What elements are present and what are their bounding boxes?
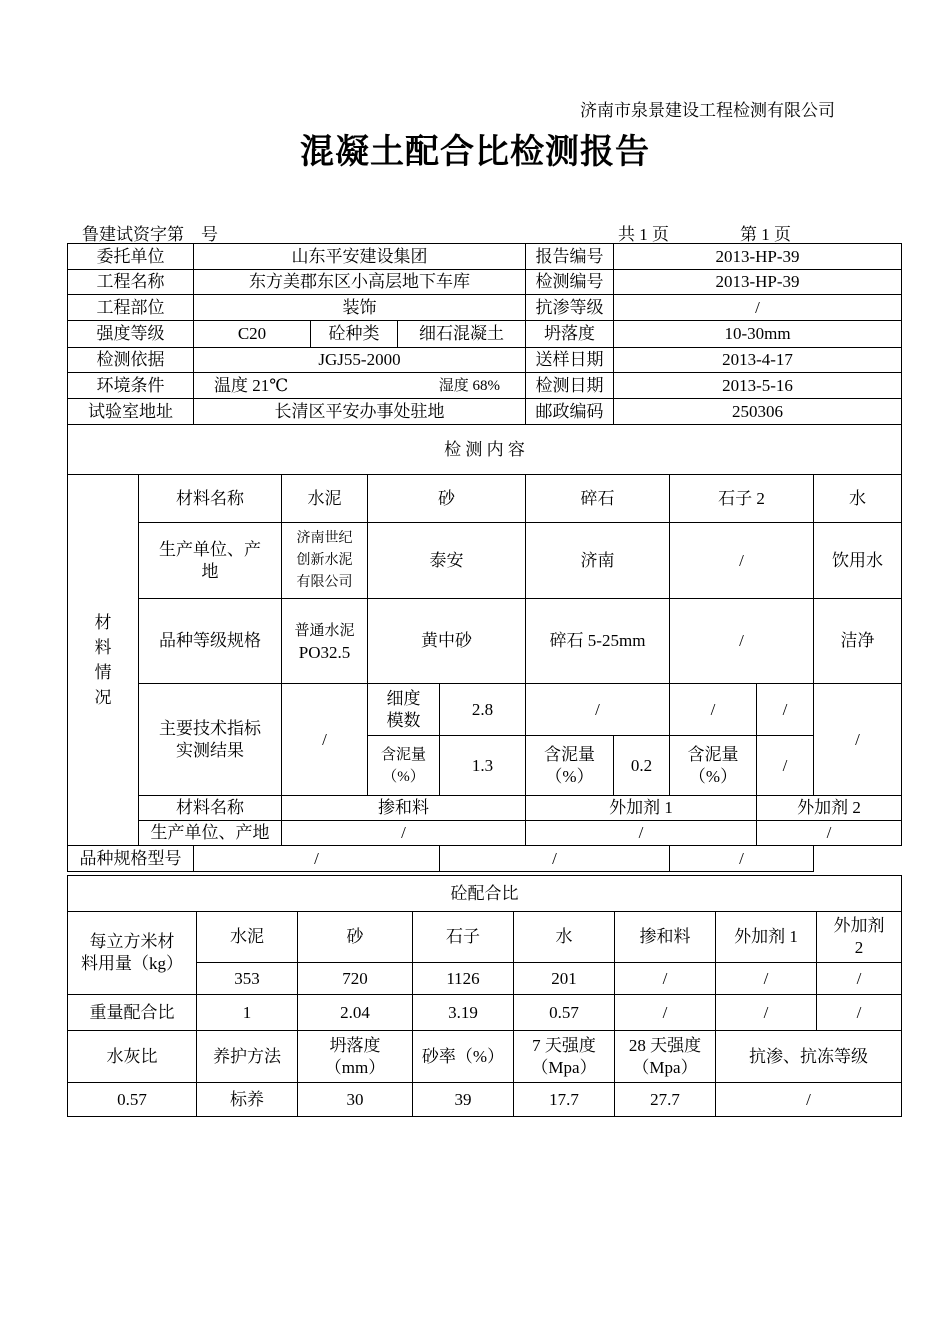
ratio-value: 2.04 (298, 995, 413, 1031)
report-title: 混凝土配合比检测报告 (300, 132, 650, 172)
result-value: 17.7 (514, 1083, 615, 1117)
project-label: 工程名称 (68, 270, 194, 295)
document-number: 鲁建试资字第 号 (82, 225, 218, 244)
basis-label: 检测依据 (68, 348, 194, 373)
sent-date-value: 2013-4-17 (614, 348, 902, 373)
cement-grade: 普通水泥 PO32.5 (282, 599, 368, 684)
material-name: 水泥 (282, 475, 368, 523)
impermeability-value: / (614, 295, 902, 321)
admix-spec-row (68, 846, 902, 872)
impermeability-label: 抗渗等级 (526, 295, 614, 321)
material-name: 砂 (368, 475, 526, 523)
grade-label: 品种等级规格 (139, 599, 282, 684)
info-row (68, 399, 902, 425)
result-value: 0.57 (68, 1083, 197, 1117)
producer-label: 生产单位、产 地 (139, 523, 282, 599)
stone2-mud-value: / (757, 736, 814, 796)
per-m3-label: 每立方米材 料用量（kg） (68, 912, 197, 995)
mix-column: 水泥 (197, 912, 298, 963)
material-name-row (68, 475, 902, 523)
admix-producer-row (68, 821, 902, 846)
env-value (194, 373, 526, 399)
result-header-row (68, 1031, 902, 1083)
stone2-tech-1a: / (670, 684, 757, 736)
stone2-tech-1b: / (757, 684, 814, 736)
gravel-mud-value: 0.2 (614, 736, 670, 796)
admix-producer: / (526, 821, 757, 846)
strength-label: 强度等级 (68, 321, 194, 348)
admix-producer-label: 生产单位、产地 (139, 821, 282, 846)
result-header: 养护方法 (197, 1031, 298, 1083)
material-name-label: 材料名称 (139, 475, 282, 523)
water-tech: / (814, 684, 902, 796)
admix-name: 掺和料 (282, 796, 526, 821)
admix-producer: / (757, 821, 902, 846)
test-no-value: 2013-HP-39 (614, 270, 902, 295)
info-row (68, 348, 902, 373)
mix-column: 砂 (298, 912, 413, 963)
ratio-value: / (817, 995, 902, 1031)
result-value: 39 (413, 1083, 514, 1117)
stone2-grade: / (670, 599, 814, 684)
cement-tech: / (282, 684, 368, 796)
per-m3-value: 1126 (413, 963, 514, 995)
mix-column: 水 (514, 912, 615, 963)
result-header: 28 天强度 （Mpa） (615, 1031, 716, 1083)
admix-name: 外加剂 1 (526, 796, 757, 821)
result-header: 坍落度 （mm） (298, 1031, 413, 1083)
tech-label: 主要技术指标 实测结果 (139, 684, 282, 796)
mix-columns-row (68, 912, 902, 963)
project-value: 东方美郡东区小高层地下车库 (194, 270, 526, 295)
admix-spec: / (670, 846, 814, 872)
info-row (68, 244, 902, 270)
tech-row-1 (68, 684, 902, 736)
result-value: 30 (298, 1083, 413, 1117)
ratio-value: 3.19 (413, 995, 514, 1031)
admix-name-row (68, 796, 902, 821)
sand-producer: 泰安 (368, 523, 526, 599)
part-value: 装饰 (194, 295, 526, 321)
page-current: 第 1 页 (740, 225, 791, 244)
result-value: / (716, 1083, 902, 1117)
content-header: 检 测 内 容 (68, 425, 902, 475)
mix-header-row (68, 876, 902, 912)
cement-producer: 济南世纪 创新水泥 有限公司 (282, 523, 368, 599)
humidity-value: 湿度 68% (438, 377, 500, 394)
admix-name: 外加剂 2 (757, 796, 902, 821)
grade-row (68, 599, 902, 684)
stone2-mud-label: 含泥量 （%） (670, 736, 757, 796)
mix-column: 外加剂 2 (817, 912, 902, 963)
client-label: 委托单位 (68, 244, 194, 270)
slump-value: 10-30mm (614, 321, 902, 348)
admix-name-label: 材料名称 (139, 796, 282, 821)
per-m3-value: 353 (197, 963, 298, 995)
slump-label: 坍落度 (526, 321, 614, 348)
per-m3-value: / (615, 963, 716, 995)
ratio-value: / (615, 995, 716, 1031)
ratio-row (68, 995, 902, 1031)
sand-mud-label: 含泥量 （%） (368, 736, 440, 796)
ratio-value: / (716, 995, 817, 1031)
admix-spec: / (194, 846, 440, 872)
gravel-mud-label: 含泥量 （%） (526, 736, 614, 796)
company-name: 济南市泉景建设工程检测有限公司 (580, 101, 835, 120)
sent-date-label: 送样日期 (526, 348, 614, 373)
materials-side-label: 材 料 情 况 (68, 475, 139, 846)
info-row (68, 270, 902, 295)
result-header: 抗渗、抗冻等级 (716, 1031, 902, 1083)
lab-value: 长清区平安办事处驻地 (194, 399, 526, 425)
result-header: 水灰比 (68, 1031, 197, 1083)
sand-mud-value: 1.3 (440, 736, 526, 796)
ratio-value: 0.57 (514, 995, 615, 1031)
strength-value: C20 (194, 321, 311, 347)
mix-column: 外加剂 1 (716, 912, 817, 963)
sand-grade: 黄中砂 (368, 599, 526, 684)
test-no-label: 检测编号 (526, 270, 614, 295)
gravel-producer: 济南 (526, 523, 670, 599)
info-materials-table (67, 243, 902, 872)
water-grade: 洁净 (814, 599, 902, 684)
info-row (68, 295, 902, 321)
ratio-label: 重量配合比 (68, 995, 197, 1031)
part-label: 工程部位 (68, 295, 194, 321)
admix-spec: / (440, 846, 670, 872)
stone2-producer: / (670, 523, 814, 599)
admix-producer: / (282, 821, 526, 846)
water-producer: 饮用水 (814, 523, 902, 599)
report-no-label: 报告编号 (526, 244, 614, 270)
basis-value: JGJ55-2000 (194, 348, 526, 373)
result-value: 27.7 (615, 1083, 716, 1117)
per-m3-value: / (716, 963, 817, 995)
mix-header: 砼配合比 (68, 876, 902, 912)
per-m3-value: 201 (514, 963, 615, 995)
gravel-tech-1: / (526, 684, 670, 736)
fineness-label: 细度 模数 (368, 684, 440, 736)
per-m3-value: 720 (298, 963, 413, 995)
content-header-row (68, 425, 902, 475)
lab-label: 试验室地址 (68, 399, 194, 425)
concrete-type-label: 砼种类 (311, 321, 398, 347)
material-name: 石子 2 (670, 475, 814, 523)
producer-row (68, 523, 902, 599)
mix-table (67, 875, 902, 1117)
fineness-value: 2.8 (440, 684, 526, 736)
report-no-value: 2013-HP-39 (614, 244, 902, 270)
admix-spec-label: 品种规格型号 (68, 846, 194, 872)
postcode-label: 邮政编码 (526, 399, 614, 425)
test-date-value: 2013-5-16 (614, 373, 902, 399)
result-value: 标养 (197, 1083, 298, 1117)
client-value: 山东平安建设集团 (194, 244, 526, 270)
test-date-label: 检测日期 (526, 373, 614, 399)
gravel-grade: 碎石 5-25mm (526, 599, 670, 684)
material-name: 水 (814, 475, 902, 523)
strength-cell (194, 321, 526, 348)
postcode-value: 250306 (614, 399, 902, 425)
mix-column: 掺和料 (615, 912, 716, 963)
mix-column: 石子 (413, 912, 514, 963)
per-m3-value: / (817, 963, 902, 995)
ratio-value: 1 (197, 995, 298, 1031)
temperature-value: 温度 21℃ (214, 375, 289, 395)
info-row (68, 321, 902, 348)
concrete-type-value: 细石混凝土 (419, 324, 504, 343)
result-value-row (68, 1083, 902, 1117)
result-header: 7 天强度 （Mpa） (514, 1031, 615, 1083)
result-header: 砂率（%） (413, 1031, 514, 1083)
info-row (68, 373, 902, 399)
pages-total: 共 1 页 (618, 225, 669, 244)
env-label: 环境条件 (68, 373, 194, 399)
material-name: 碎石 (526, 475, 670, 523)
